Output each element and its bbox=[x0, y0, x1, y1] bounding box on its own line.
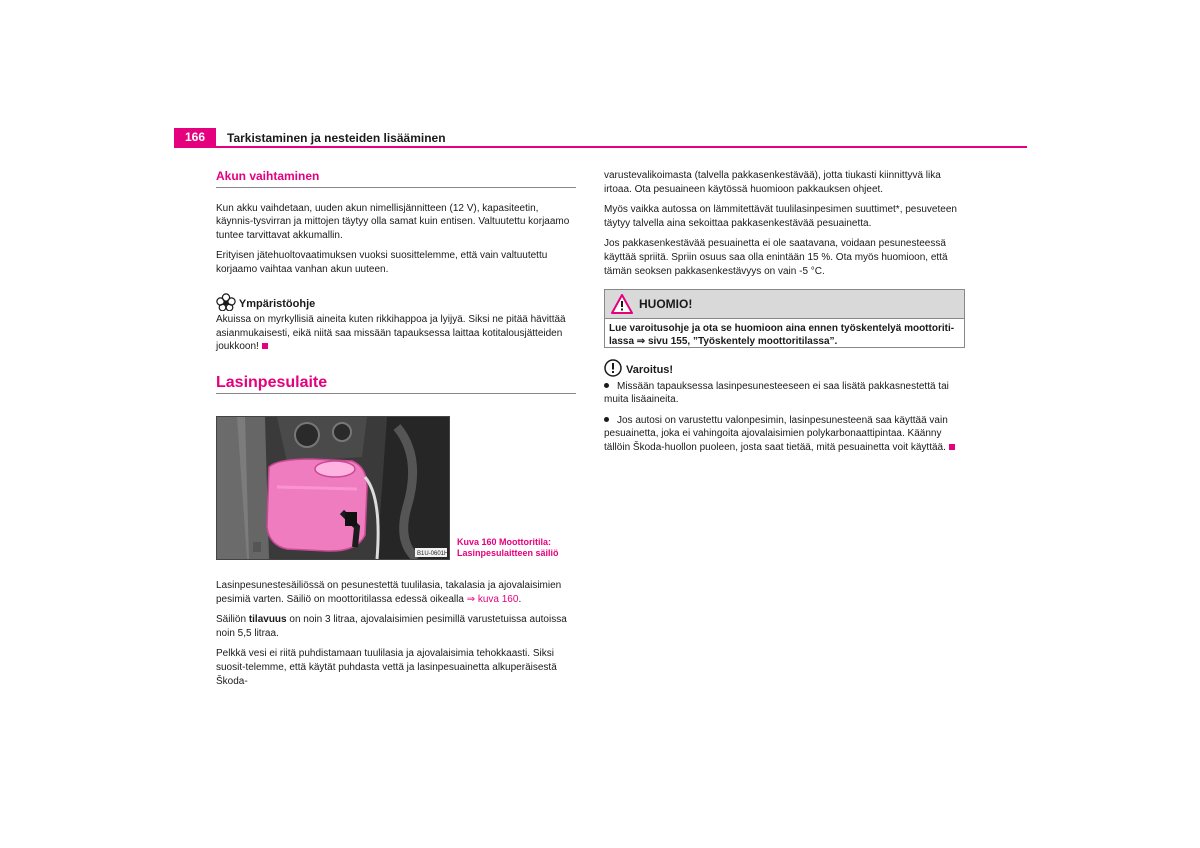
caution-body bbox=[605, 319, 964, 351]
section-heading-lasinpesulaite: Lasinpesulaite bbox=[216, 376, 576, 394]
page-header bbox=[174, 126, 1027, 148]
lasin-p1-end: . bbox=[518, 593, 522, 605]
bullet-dot bbox=[604, 383, 609, 388]
right-paragraph-2: Myös vaikka autossa on lämmitettävät tuulilasinpesimen suuttimet*, pesuveteen täytyy talvella aina sekoittaa pakkasenkestävää pesuainetta. bbox=[604, 204, 957, 229]
left-lower-text bbox=[216, 579, 576, 695]
env-note-text: Akuissa on myrkyllisiä aineita kuten rikkihappoa ja lyijyä. Siksi ne pitää hävittää asianmukaisesti, eikä niitä saa missään tapauksessa laittaa kotitalousjätteiden joukkoon! bbox=[216, 314, 566, 353]
notice-section bbox=[604, 359, 966, 462]
notice-title-row bbox=[604, 359, 966, 378]
warning-triangle-icon bbox=[611, 294, 633, 314]
caption-line-1: Kuva 160 Moottoritila: bbox=[457, 537, 552, 547]
figure-caption bbox=[457, 537, 559, 559]
end-marker bbox=[262, 343, 268, 349]
figure-code: B1U-0601H bbox=[417, 551, 449, 557]
figure-reference-link[interactable]: ⇒ kuva 160 bbox=[466, 593, 519, 605]
right-column bbox=[604, 169, 966, 285]
lasin-paragraph-1 bbox=[216, 579, 576, 606]
bullet-dot bbox=[604, 417, 609, 422]
notice-bullet-1-text: Missään tapauksessa lasinpesunesteeseen ei saa lisätä pakkasnestettä tai muita lisäaineita. bbox=[604, 380, 949, 406]
running-title: Tarkistaminen ja nesteiden lisääminen bbox=[227, 131, 446, 145]
caption-line-2: Lasinpesulaitteen säiliö bbox=[457, 548, 559, 558]
lasin-paragraph-3: Pelkkä vesi ei riitä puhdistamaan tuulilasia ja ajovalaisimia tehokkaasti. Siksi suosit-telemme, että käytät puhdasta vettä ja lasinpesuainetta alkuperäisestä Škoda- bbox=[216, 648, 557, 687]
lasin-p2-bold: tilavuus bbox=[248, 614, 287, 626]
notice-bullet-2-text: Jos autosi on varustettu valonpesimin, lasinpesunesteenä saa käyttää vain pesuainetta, joka ei vahingoita ajovalaisimien polykarbonaattipintaa. Käänny tällöin Škoda-huollon puoleen, josta saat tietää, mitä pesuainetta voit käyttää. bbox=[604, 414, 948, 453]
akku-paragraph-2: Erityisen jätehuoltovaatimuksen vuoksi suosittelemme, että vain valtuutettu korjaamo vaihtaa vanhan akun uuteen. bbox=[216, 250, 548, 275]
lasin-p2-pre: Säiliön bbox=[216, 614, 249, 626]
env-note-title: Ympäristöohje bbox=[238, 297, 316, 310]
engine-bay-photo bbox=[216, 416, 450, 560]
page-number: 166 bbox=[174, 128, 216, 147]
akku-paragraph-1: Kun akku vaihdetaan, uuden akun nimellisjännitteen (12 V), kapasiteetin, käynnis-tysvirran ja mittojen täytyy olla samat kuin entisen. Valtuutettu korjaamo tuntee tarvittavat akkumallin. bbox=[216, 202, 570, 241]
section-heading-akku: Akun vaihtaminen bbox=[216, 170, 576, 188]
notice-bullet-2 bbox=[604, 414, 966, 455]
lasin-paragraph-2 bbox=[216, 613, 576, 640]
right-paragraph-3: Jos pakkasenkestävää pesuainetta ei ole saatavana, voidaan pesunesteessä käyttää spriitä. Spriin osuus saa olla enintään 15 %. Ota myös huomioon, että tämän seoksen pakkasenkestävyys on vain -5 °C. bbox=[604, 238, 948, 277]
caution-box bbox=[604, 289, 965, 348]
lasin-p2-post: on noin 3 litraa, ajovalaisimien pesimillä varustetuissa autoissa noin 5,5 litraa. bbox=[216, 614, 567, 639]
end-marker bbox=[949, 444, 955, 450]
left-column bbox=[216, 170, 576, 394]
caution-text-1: Lue varoitusohje ja ota se huomioon aina ennen työskentelyä moottoriti- bbox=[609, 323, 955, 334]
flower-icon bbox=[216, 293, 236, 311]
caution-text-2[interactable]: lassa ⇒ sivu 155, ”Työskentely moottoritilassa”. bbox=[609, 336, 838, 347]
notice-bullet-1 bbox=[604, 380, 966, 407]
lasin-p1-text: Lasinpesunestesäiliössä on pesunestettä tuulilasia, takalasia ja ajovalaisimien pesimiä varten. Säiliö on moottoritilassa edessä oikealla bbox=[216, 580, 562, 605]
caution-title: HUOMIO! bbox=[639, 297, 693, 311]
engine-bay-illustration bbox=[217, 417, 449, 559]
exclamation-circle-icon bbox=[604, 359, 622, 377]
env-note-title-row bbox=[216, 293, 576, 312]
notice-title: Varoitus! bbox=[626, 364, 674, 376]
caution-header bbox=[605, 290, 964, 319]
right-paragraph-1: varustevalikoimasta (talvella pakkasenkestävää), jotta tiukasti kiinnittyvä lika irtoaa. Ota pesuaineen käytössä huomioon pakkauksen ohjeet. bbox=[604, 170, 941, 195]
env-note-text-wrap bbox=[216, 313, 576, 354]
header-rule bbox=[174, 146, 1027, 148]
